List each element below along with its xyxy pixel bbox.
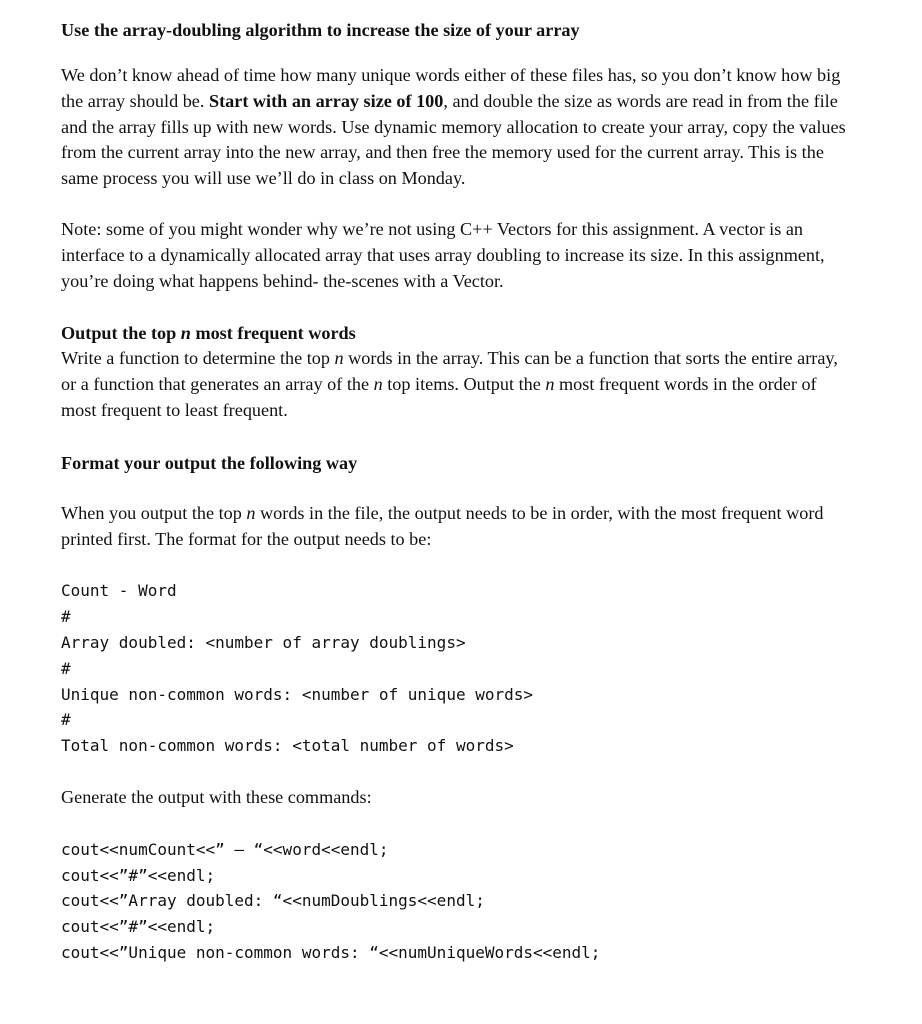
top-n-heading-a: Output the top bbox=[61, 323, 181, 344]
top-n-text-b: words in the array. This can be a function that sorts the entire array, or a function that generates an array of the bbox=[61, 348, 838, 395]
format-line: Array doubled: <number of array doublings> bbox=[61, 632, 466, 652]
command-line: cout<<”Unique non-common words: “<<numUniqueWords<<endl; bbox=[61, 942, 601, 962]
top-n-paragraph bbox=[61, 346, 851, 423]
format-heading: Format your output the following way bbox=[61, 452, 358, 473]
commands-code-block bbox=[61, 837, 851, 966]
format-line: Count - Word bbox=[61, 581, 177, 601]
top-n-var-2: n bbox=[373, 374, 383, 395]
command-line: cout<<”Array doubled: “<<numDoublings<<endl; bbox=[61, 891, 485, 911]
array-doubling-text-a: We don’t know ahead of time how many unique words either of these files has, so you don’t know how big the array should be. bbox=[61, 65, 841, 111]
format-code-block bbox=[61, 578, 851, 759]
top-n-text-d: most frequent words in the order of most frequent to least frequent. bbox=[61, 374, 817, 420]
format-var-n: n bbox=[246, 502, 256, 523]
array-size-emphasis: Start with an array size of 100 bbox=[208, 90, 444, 111]
format-line: # bbox=[61, 710, 71, 730]
format-line: Unique non-common words: <number of unique words> bbox=[61, 684, 534, 704]
format-line: # bbox=[61, 658, 71, 678]
top-n-heading-b: most frequent words bbox=[190, 323, 356, 344]
format-line: Total non-common words: <total number of words> bbox=[61, 736, 514, 756]
top-n-text-c: top items. Output the bbox=[382, 374, 546, 395]
format-text-a: When you output the top bbox=[61, 502, 247, 523]
document-page bbox=[61, 18, 851, 966]
array-doubling-text-b: , and double the size as words are read in from the file and the array fills up with new words. Use dynamic memory allocation to create your array, copy the values from the current array into the new array, and then free the memory used for the current array. This is the same process you will use we’ll do in class on Monday. bbox=[61, 90, 846, 189]
array-doubling-heading: Use the array-doubling algorithm to increase the size of your array bbox=[61, 20, 580, 40]
command-line: cout<<”#”<<endl; bbox=[61, 917, 216, 937]
top-n-var-1: n bbox=[334, 348, 344, 369]
top-n-var-3: n bbox=[545, 374, 555, 395]
command-line: cout<<numCount<<” – “<<word<<endl; bbox=[61, 839, 389, 859]
top-n-text-a: Write a function to determine the top bbox=[61, 348, 335, 369]
format-line: # bbox=[61, 607, 71, 627]
command-line: cout<<”#”<<endl; bbox=[61, 865, 216, 885]
commands-intro: Generate the output with these commands: bbox=[61, 786, 372, 807]
vector-note-paragraph: Note: some of you might wonder why we’re not using C++ Vectors for this assignment. A vector is an interface to a dynamically allocated array that uses array doubling to increase its size. In this assignment, you’re doing what happens behind- the-scenes with a Vector. bbox=[61, 218, 825, 291]
top-n-heading bbox=[61, 321, 851, 346]
array-doubling-paragraph bbox=[61, 63, 851, 192]
format-text-b: words in the file, the output needs to be in order, with the most frequent word printed first. The format for the output needs to be: bbox=[61, 502, 824, 549]
format-paragraph bbox=[61, 501, 851, 553]
top-n-heading-n: n bbox=[180, 323, 191, 344]
